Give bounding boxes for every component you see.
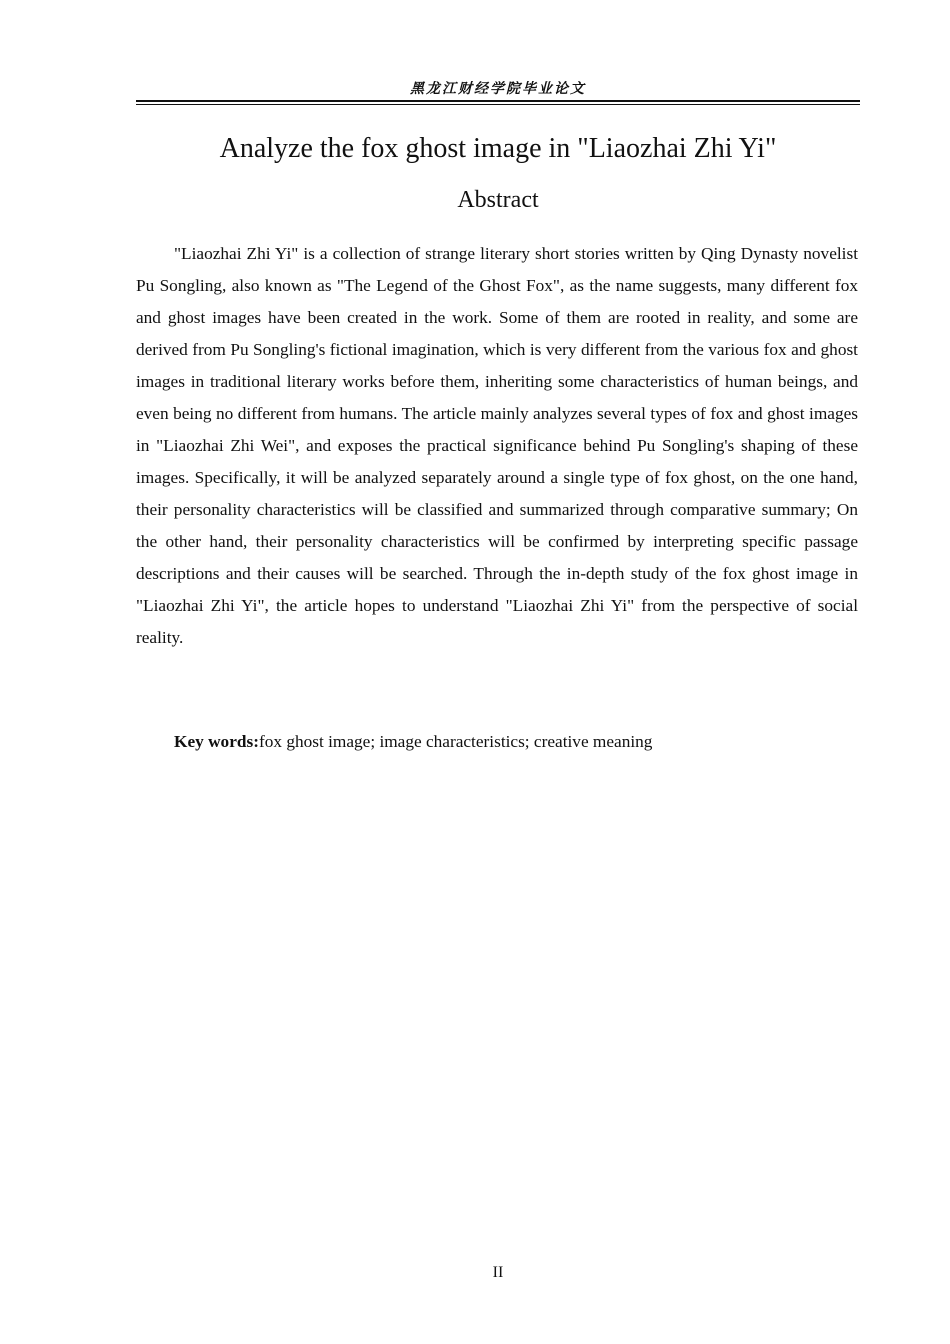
abstract-heading: Abstract <box>457 187 539 213</box>
header-rule-thick <box>136 100 860 102</box>
paper-title: Analyze the fox ghost image in "Liaozhai Zhi Yi" <box>219 133 777 164</box>
abstract-body: "Liaozhai Zhi Yi" is a collection of strange literary short stories written by Qing Dynasty novelist Pu Songling, also known as "The Legend of the Ghost Fox", as the name suggests, many different fox and ghost images have been created in the work. Some of them are rooted in reality, and some are derived from Pu Songling's fictional imagination, which is very different from the various fox and ghost images in traditional literary works before them, inheriting some characteristics of human beings, and even being no different from humans. The article mainly analyzes several types of fox and ghost images in "Liaozhai Zhi Wei", and exposes the practical significance behind Pu Songling's shaping of these images. Specifically, it will be analyzed separately around a single type of fox ghost, on the one hand, their personality characteristics will be classified and summarized through comparative summary; On the other hand, their personality characteristics will be confirmed by interpreting specific passage descriptions and their causes will be searched. Through the in-depth study of the fox ghost image in "Liaozhai Zhi Yi", the article hopes to understand "Liaozhai Zhi Yi" from the perspective of social reality. <box>136 244 858 647</box>
keywords-line <box>174 726 864 758</box>
running-header: 黑龙江财经学院毕业论文 <box>410 81 586 97</box>
header-rule-thin <box>136 104 860 105</box>
page-number: II <box>492 1264 504 1281</box>
keywords-value: fox ghost image; image characteristics; creative meaning <box>258 732 653 751</box>
keywords-label: Key words: <box>174 732 259 751</box>
